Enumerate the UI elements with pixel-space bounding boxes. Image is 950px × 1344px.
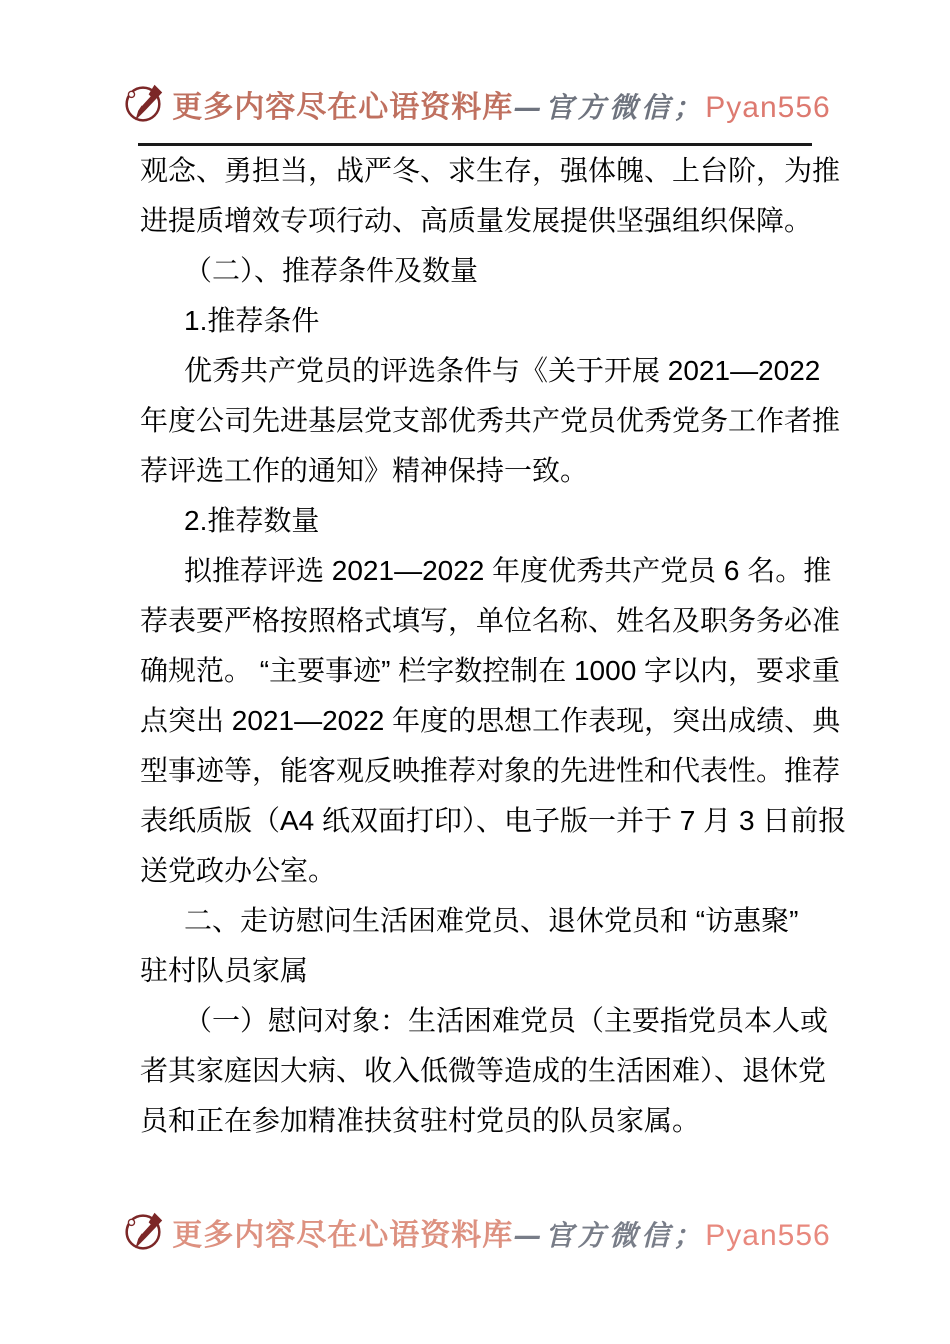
watermark-text-row	[172, 82, 830, 126]
text-line: 荐评选工作的通知》精神保持一致。	[140, 455, 589, 486]
text-line: 型事迹等，能客观反映推荐对象的先进性和代表性。推荐	[140, 755, 841, 786]
text-line: 表纸质版（A4 纸双面打印）、电子版一并于 7 月 3 日前报	[140, 805, 847, 836]
watermark-wechat-label: —官方微信；	[513, 91, 706, 124]
text-line: （二）、推荐条件及数量	[184, 255, 479, 286]
watermark-wechat-id: Pyan556	[705, 1219, 831, 1252]
text-line: 送党政办公室。	[140, 855, 337, 886]
text-line: 年度公司先进基层党支部优秀共产党员优秀党务工作者推	[140, 405, 841, 436]
text-line: 确规范。 “主要事迹” 栏字数控制在 1000 字以内，要求重	[140, 655, 841, 686]
text-line: 观念、勇担当，战严冬、求生存，强体魄、上台阶，为推	[140, 155, 841, 186]
text-line: 荐表要严格按照格式填写，单位名称、姓名及职务务必准	[140, 605, 841, 636]
text-line: 驻村队员家属	[140, 955, 309, 986]
text-line: 拟推荐评选 2021—2022 年度优秀共产党员 6 名。推	[184, 555, 832, 586]
watermark-text-row	[172, 1210, 830, 1254]
text-line: 1.推荐条件	[184, 305, 320, 336]
text-line: 进提质增效专项行动、高质量发展提供坚强组织保障。	[140, 205, 813, 236]
text-line: 2.推荐数量	[184, 505, 320, 536]
watermark-header	[0, 78, 950, 130]
pen-seal-logo-icon	[119, 1208, 167, 1256]
text-line: 员和正在参加精准扶贫驻村党员的队员家属。	[140, 1105, 701, 1136]
watermark-wechat-label: —官方微信；	[513, 1219, 706, 1252]
pen-seal-logo-icon	[119, 80, 167, 128]
watermark-wechat-id: Pyan556	[705, 91, 831, 124]
text-line: 二、走访慰问生活困难党员、退休党员和 “访惠聚”	[184, 905, 799, 936]
watermark-brand-text: 更多内容尽在心语资料库	[172, 1218, 514, 1253]
text-line: 者其家庭因大病、收入低微等造成的生活困难）、退休党	[140, 1055, 827, 1086]
watermark-brand-text: 更多内容尽在心语资料库	[172, 90, 514, 125]
text-line: （一）慰问对象：生活困难党员（主要指党员本人或	[184, 1005, 829, 1036]
document-body	[140, 146, 847, 1146]
watermark-footer	[0, 1206, 950, 1258]
text-line: 点突出 2021—2022 年度的思想工作表现，突出成绩、典	[140, 705, 841, 736]
text-line: 优秀共产党员的评选条件与《关于开展 2021—2022	[184, 355, 821, 386]
